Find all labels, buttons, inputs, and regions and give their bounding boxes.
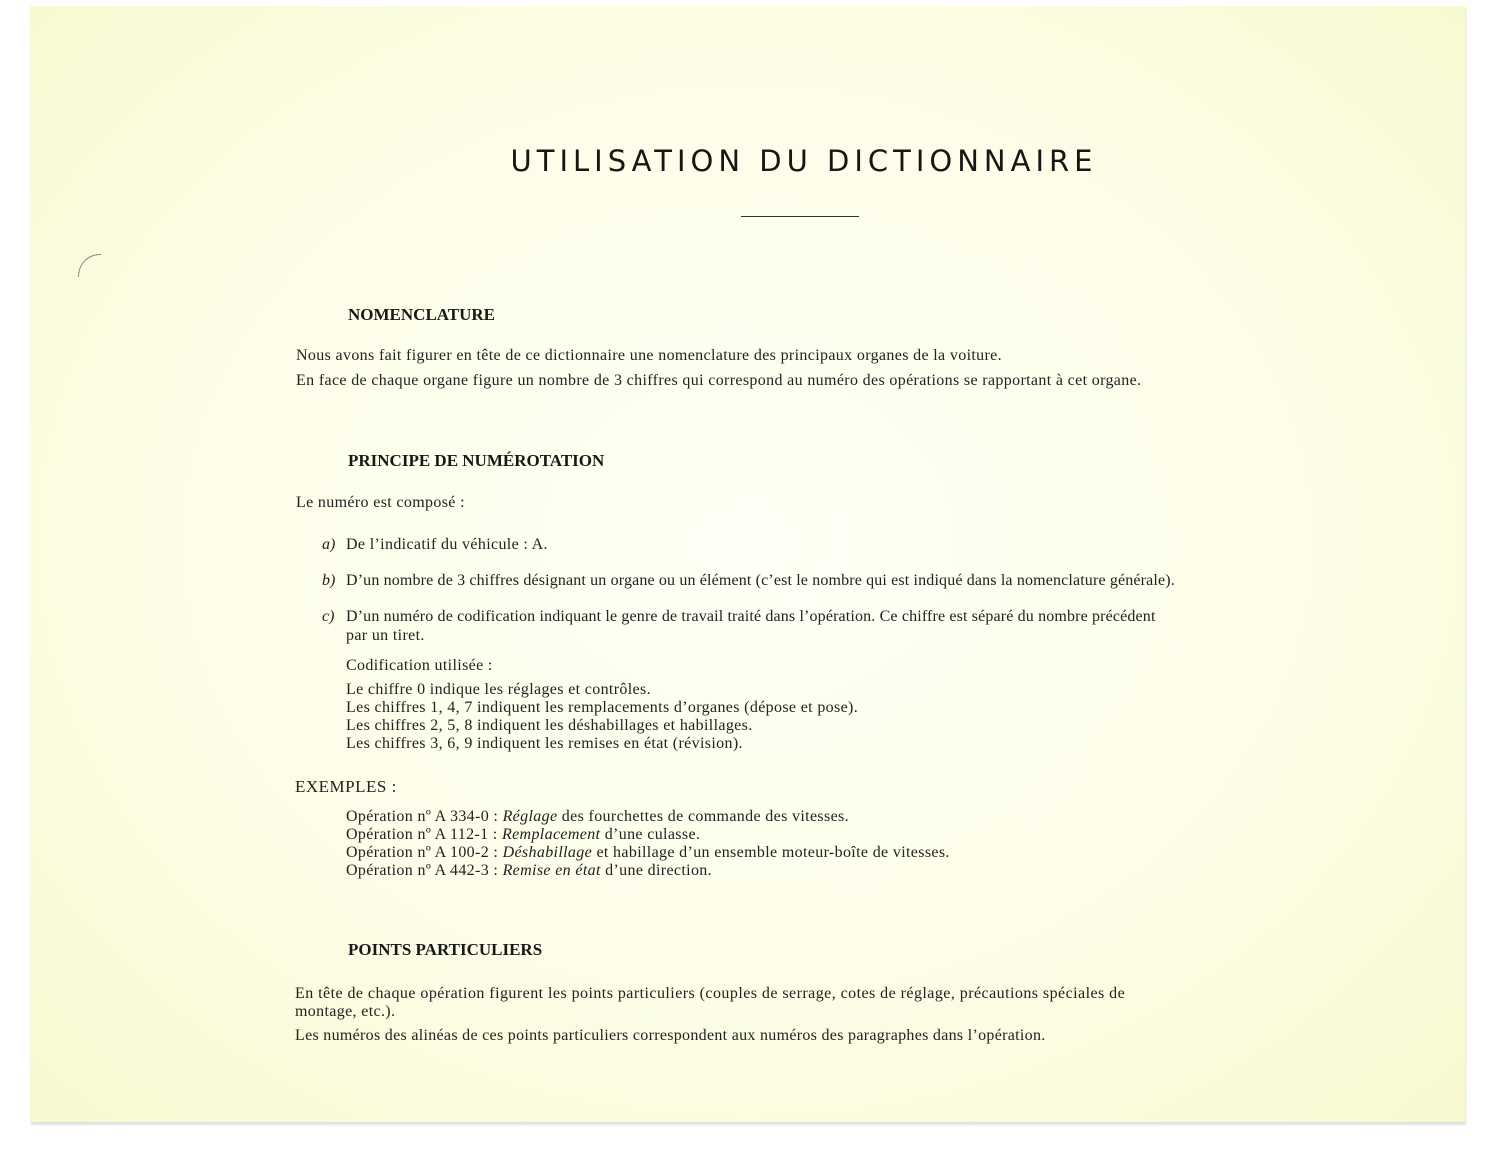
example-line xyxy=(346,862,712,880)
codification-line: Les chiffres 2, 5, 8 indiquent les déshabillages et habillages. xyxy=(346,717,753,734)
example-rest: d’une culasse. xyxy=(600,826,701,843)
example-emphasis: Réglage xyxy=(502,808,558,825)
example-emphasis: Remise en état xyxy=(502,862,601,879)
codification-line: Les chiffres 1, 4, 7 indiquent les remplacements d’organes (dépose et pose). xyxy=(346,699,859,716)
paragraph-line: En tête de chaque opération figurent les points particuliers (couples de serrage, cotes de réglage, précautions spéciales de xyxy=(295,985,1126,1002)
paragraph-line: Nous avons fait figurer en tête de ce dictionnaire une nomenclature des principaux organes de la voiture. xyxy=(296,347,1002,364)
example-line xyxy=(346,826,700,844)
page-title: UTILISATION DU DICTIONNAIRE xyxy=(510,144,1098,178)
example-line xyxy=(346,808,849,826)
heading-points: POINTS PARTICULIERS xyxy=(348,940,543,959)
paragraph-line: montage, etc.). xyxy=(295,1003,396,1020)
title-rule xyxy=(741,216,859,217)
paragraph-line: Les numéros des alinéas de ces points particuliers correspondent aux numéros des paragraphes dans l’opération. xyxy=(295,1027,1046,1044)
numerotation-intro: Le numéro est composé : xyxy=(296,494,465,511)
codification-title: Codification utilisée : xyxy=(346,657,493,674)
paragraph-line: En face de chaque organe figure un nombre de 3 chiffres qui correspond au numéro des opérations se rapportant à cet organe. xyxy=(296,372,1142,389)
heading-nomenclature: NOMENCLATURE xyxy=(348,305,496,324)
codification-line: Le chiffre 0 indique les réglages et contrôles. xyxy=(346,681,651,698)
example-prefix: Opération nº A 112-1 : xyxy=(346,826,502,843)
item-text: D’un nombre de 3 chiffres désignant un organe ou un élément (c’est le nombre qui est indiqué dans la nomenclature générale). xyxy=(346,572,1175,589)
item-text: De l’indicatif du véhicule : A. xyxy=(346,536,548,553)
item-label: b) xyxy=(322,572,336,589)
example-prefix: Opération nº A 442-3 : xyxy=(346,862,503,879)
example-prefix: Opération nº A 100-2 : xyxy=(346,844,503,861)
example-rest: d’une direction. xyxy=(600,862,713,879)
example-line xyxy=(346,844,950,862)
example-prefix: Opération nº A 334-0 : xyxy=(346,808,503,825)
example-emphasis: Déshabillage xyxy=(502,844,593,861)
item-label: c) xyxy=(322,608,335,625)
heading-exemples: EXEMPLES : xyxy=(295,777,397,796)
item-text: D’un numéro de codification indiquant le genre de travail traité dans l’opération. Ce chiffre est séparé du nombre précédent xyxy=(346,608,1156,625)
example-rest: des fourchettes de commande des vitesses. xyxy=(557,808,849,825)
item-text: par un tiret. xyxy=(346,627,425,644)
codification-line: Les chiffres 3, 6, 9 indiquent les remises en état (révision). xyxy=(346,735,743,752)
heading-numerotation: PRINCIPE DE NUMÉROTATION xyxy=(348,451,605,470)
item-label: a) xyxy=(322,536,336,553)
example-emphasis: Remplacement xyxy=(501,826,601,843)
example-rest: et habillage d’un ensemble moteur-boîte de vitesses. xyxy=(592,844,950,861)
